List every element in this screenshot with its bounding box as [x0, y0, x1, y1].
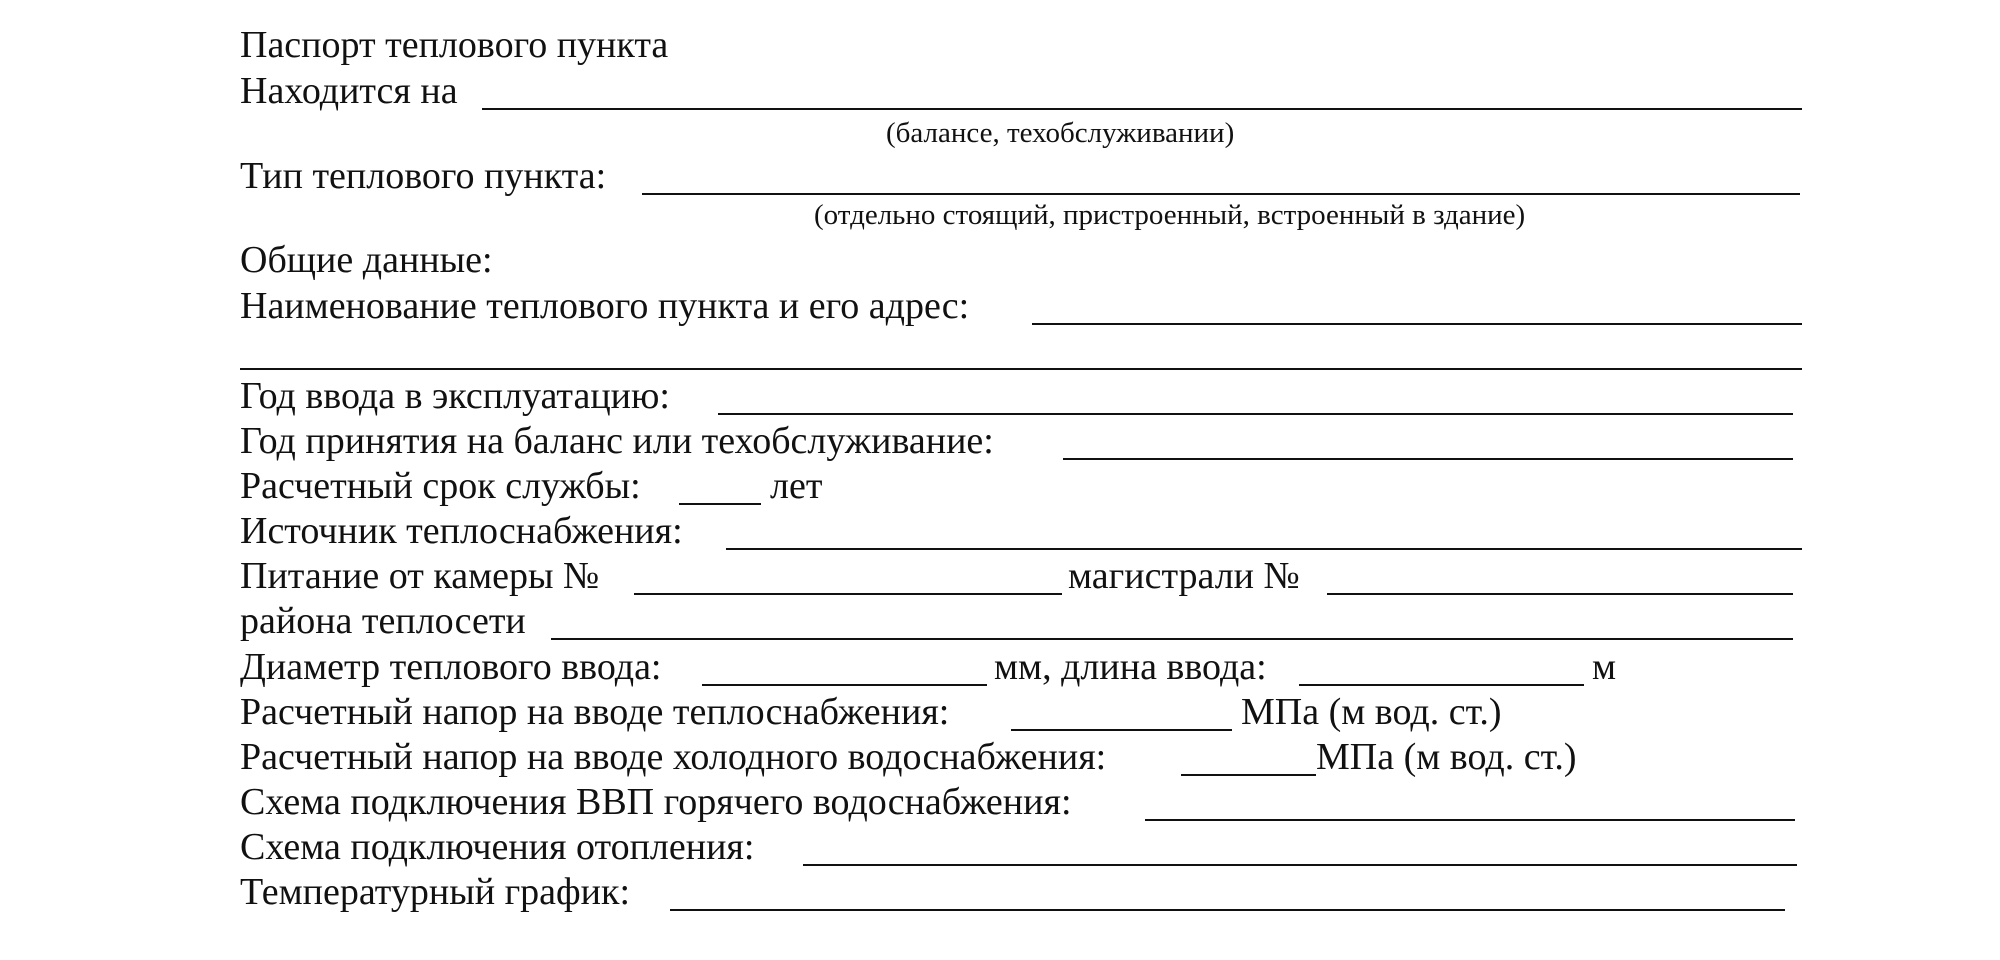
heat-source-field[interactable] — [726, 548, 1802, 550]
dhw-scheme-label: Схема подключения ВВП горячего водоснабжения: — [240, 781, 1072, 823]
main-number-field[interactable] — [1327, 593, 1793, 595]
acceptance-year-field[interactable] — [1063, 458, 1793, 460]
commission-year-field[interactable] — [718, 413, 1793, 415]
located-on-hint: (балансе, техобслуживании) — [886, 117, 1235, 149]
heating-scheme-field[interactable] — [803, 864, 1797, 866]
name-address-label: Наименование теплового пункта и его адрес: — [240, 285, 970, 327]
service-life-label: Расчетный срок службы: — [240, 465, 641, 507]
heat-pressure-label: Расчетный напор на вводе теплоснабжения: — [240, 691, 950, 733]
cold-pressure-unit: МПа (м вод. ст.) — [1316, 736, 1577, 778]
type-field[interactable] — [642, 193, 1800, 195]
cold-pressure-label: Расчетный напор на вводе холодного водоснабжения: — [240, 736, 1107, 778]
feed-chamber-label: Питание от камеры № — [240, 555, 600, 597]
network-district-field[interactable] — [551, 638, 1793, 640]
commission-year-label: Год ввода в эксплуатацию: — [240, 375, 670, 417]
located-on-label: Находится на — [240, 70, 458, 112]
heat-pressure-unit: МПа (м вод. ст.) — [1241, 691, 1502, 733]
feed-chamber-field[interactable] — [634, 593, 1062, 595]
input-diameter-label: Диаметр теплового ввода: — [240, 646, 662, 688]
input-length-unit: м — [1592, 646, 1617, 688]
form-title: Паспорт теплового пункта — [240, 24, 669, 66]
main-number-label: магистрали № — [1068, 555, 1300, 597]
network-district-label: района теплосети — [240, 600, 526, 642]
cold-pressure-field[interactable] — [1181, 774, 1316, 776]
heat-source-label: Источник теплоснабжения: — [240, 510, 683, 552]
service-life-field[interactable] — [679, 503, 761, 505]
name-address-field-continuation[interactable] — [240, 368, 1802, 370]
name-address-field[interactable] — [1032, 323, 1802, 325]
dhw-scheme-field[interactable] — [1145, 819, 1795, 821]
input-length-field[interactable] — [1299, 684, 1584, 686]
heat-pressure-field[interactable] — [1011, 729, 1232, 731]
general-data-heading: Общие данные: — [240, 239, 493, 281]
input-length-label: мм, длина ввода: — [994, 646, 1267, 688]
type-hint: (отдельно стоящий, пристроенный, встроенный в здание) — [814, 199, 1526, 231]
temp-schedule-field[interactable] — [670, 909, 1785, 911]
type-label: Тип теплового пункта: — [240, 155, 607, 197]
temp-schedule-label: Температурный график: — [240, 871, 631, 913]
heating-scheme-label: Схема подключения отопления: — [240, 826, 755, 868]
service-life-unit: лет — [770, 465, 823, 507]
input-diameter-field[interactable] — [702, 684, 987, 686]
located-on-field[interactable] — [482, 108, 1802, 110]
acceptance-year-label: Год принятия на баланс или техобслуживание: — [240, 420, 994, 462]
